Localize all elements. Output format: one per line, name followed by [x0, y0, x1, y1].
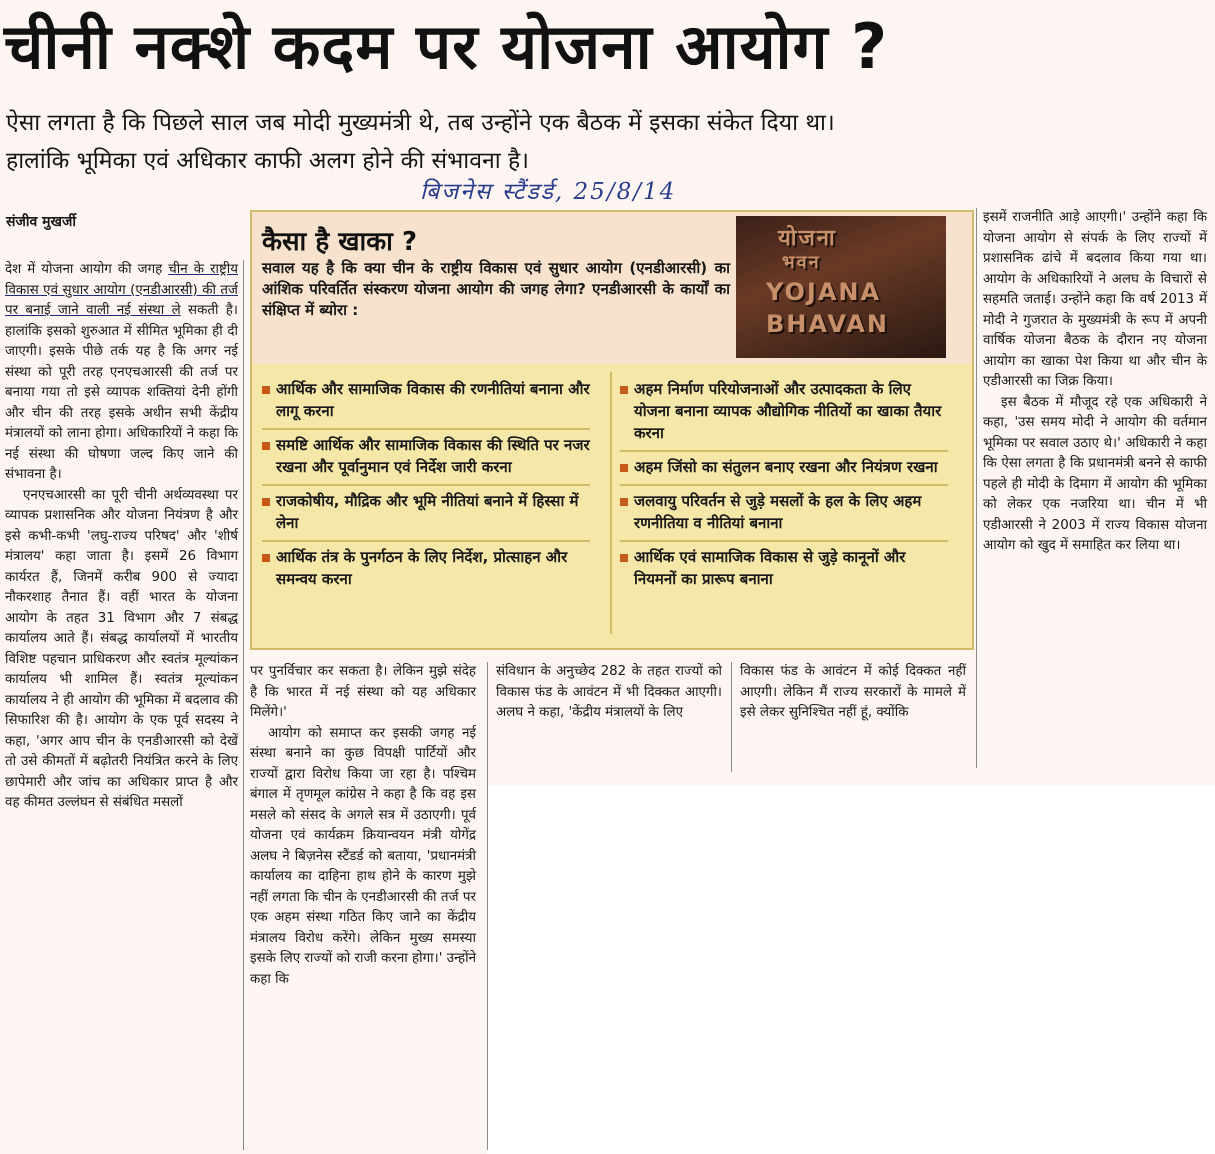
article-column-1	[5, 260, 238, 814]
square-bullet-icon	[620, 498, 628, 506]
sidebar-list-item: जलवायु परिवर्तन से जुड़े मसलों के हल के लिए अहम रणनीतिया व नीतियां बनाना	[620, 486, 948, 542]
sidebar-title: कैसा है खाका ?	[262, 227, 418, 257]
underlined-text: चीन के राष्ट्रीय विकास एवं सुधार आयोग (एनडीआरसी) की तर्ज पर बनाई जाने वाली नई संस्था ले	[5, 262, 239, 318]
photo-sign-text: भवन	[782, 252, 821, 273]
paragraph-start: देश में योजना आयोग की जगह	[5, 262, 163, 277]
sidebar-intro: सवाल यह है कि क्या चीन के राष्ट्रीय विकास एवं सुधार आयोग (एनडीआरसी) का आंशिक परिवर्तित संस्करण योजना आयोग की जगह लेगा? एनडीआरसी के कार्यों का संक्षिप्त में ब्योरा :	[262, 259, 730, 319]
sidebar-list-item: समष्टि आर्थिक और सामाजिक विकास की स्थिति पर नजर रखना और पूर्वानुमान एवं निर्देश जारी करना	[262, 430, 590, 486]
column-rule	[731, 662, 732, 772]
sidebar-list-divider	[610, 372, 612, 634]
byline: संजीव मुखर्जी	[6, 214, 76, 230]
square-bullet-icon	[262, 442, 270, 450]
photo-sign-text: BHAVAN	[766, 310, 889, 338]
sidebar-list-item: आर्थिक और सामाजिक विकास की रणनीतियां बनाना और लागू करना	[262, 374, 590, 430]
subheadline	[6, 104, 1211, 180]
photo-sign-text: YOJANA	[766, 278, 882, 306]
column-rule	[243, 260, 244, 1150]
paragraph: एनएचआरसी का पूरी चीनी अर्थव्यवस्था पर व्यापक प्रशासनिक और योजना नियंत्रण है और इसे कभी-कभी 'लघु-राज्य परिषद' और 'शीर्ष मंत्रालय' कहा जाता है। इसमें 26 विभाग कार्यरत हैं, जिनमें करीब 900 से ज्यादा नौकरशाह तैनात हैं। वहीं भारत के योजना आयोग के तहत 31 विभाग और 7 संबद्ध कार्यालय आते हैं। संबद्ध कार्यालयों में भारतीय विशिष्ट पहचान प्राधिकरण और स्वतंत्र मूल्यांकन कार्यालय भी शामिल हैं। स्वतंत्र मूल्यांकन कार्यालय ने ही आयोग की भूमिका में बदलाव की सिफारिश की है। आयोग के एक पूर्व सदस्य ने कहा, 'अगर आप चीन के एनडीआरसी को देखें तो उसे कीमतों में बढ़ोतरी नियंत्रित करने के लिए छापेमारी और जांच का अधिकार प्राप्त है और वह कीमत उल्लंघन से संबंधित मसलों	[5, 487, 238, 810]
handwritten-source-note: बिजनेस स्टैंडर्ड, 25/8/14	[420, 179, 677, 205]
square-bullet-icon	[262, 498, 270, 506]
blank-margin	[487, 785, 1215, 1154]
sidebar-list-item: अहम निर्माण परियोजनाओं और उत्पादकता के लिए योजना बनाना व्यापक औद्योगिक नीतियों का खाका तैयार करना	[620, 374, 948, 452]
square-bullet-icon	[620, 464, 628, 472]
sidebar-list-left	[262, 374, 590, 596]
article-column-2	[250, 662, 476, 990]
sidebar-list-item: अहम जिंसो का संतुलन बनाए रखना और नियंत्रण रखना	[620, 452, 948, 486]
square-bullet-icon	[262, 554, 270, 562]
photo-sign-text: योजना	[778, 226, 837, 251]
column-rule	[487, 662, 488, 1150]
paragraph	[5, 260, 238, 486]
article-column-4	[740, 662, 966, 724]
square-bullet-icon	[620, 386, 628, 394]
yojana-bhavan-photo	[736, 216, 946, 358]
paragraph: इसमें राजनीति आड़े आएगी।' उन्होंने कहा कि योजना आयोग से संपर्क के लिए राज्यों में प्रशासनिक ढांचे में बदलाव किया गया था। आयोग के अधिकारियों ने अलघ के विचारों से सहमति जताई। उन्होंने कहा कि वर्ष 2013 में मोदी ने गुजरात के मुख्यमंत्री के रूप में अपनी वार्षिक योजना बैठक के दौरान नए योजना आयोग का खाका पेश किया था और चीन के एडीआरसी का जिक्र किया।	[983, 210, 1207, 389]
headline: चीनी नक्शे कदम पर योजना आयोग ?	[4, 10, 889, 83]
paragraph-rest: सकती है। हालांकि इसको शुरुआत में सीमित भूमिका ही दी जाएगी। इसके पीछे तर्क यह है कि अगर नई संस्था को पूरी तरह एनएचआरसी की तर्ज पर बनाया गया तो इसे व्यापक शक्तियां देनी होंगी और चीन की तरह इसके अधीन सभी केंद्रीय मंत्रालयों को लाना होगा। अधिकारियों ने कहा कि नई संस्था की घोषणा जल्द किए जाने की संभावना है।	[5, 303, 238, 482]
paragraph: पर पुनर्विचार कर सकता है। लेकिन मुझे संदेह है कि भारत में नई संस्था को यह अधिकार मिलेंगे।'	[250, 664, 476, 720]
subheadline-line: हालांकि भूमिका एवं अधिकार काफी अलग होने की संभावना है।	[6, 148, 529, 174]
paragraph: विकास फंड के आवंटन में कोई दिक्कत नहीं आएगी। लेकिन मैं राज्य सरकारों के मामले में इसे लेकर सुनिश्चित नहीं हूं, क्योंकि	[740, 664, 966, 720]
paragraph: संविधान के अनुच्छेद 282 के तहत राज्यों को विकास फंड के आवंटन में भी दिक्कत आएगी। अलघ ने कहा, 'केंद्रीय मंत्रालयों के लिए	[496, 664, 722, 720]
paragraph: आयोग को समाप्त कर इसकी जगह नई संस्था बनाने का कुछ विपक्षी पार्टियों और राज्यों द्वारा विरोध किया जा रहा है। पश्चिम बंगाल में तृणमूल कांग्रेस ने कहा है कि वह इस मसले को संसद के अगले सत्र में उठाएगी। पूर्व योजना एवं कार्यक्रम क्रियान्वयन मंत्री योगेंद्र अलघ ने बिज़नेस स्टैंडर्ड को बताया, 'प्रधानमंत्री कार्यालय का दाहिना हाथ होने के कारण मुझे नहीं लगता कि चीन के एनडीआरसी की तर्ज पर एक अहम संस्था गठित किए जाने का केंद्रीय मंत्रालय विरोध करेंगे। लेकिन मुख्य समस्या इसके लिए राज्यों को राजी करना होगा।' उन्होंने कहा कि	[250, 725, 476, 987]
article-column-5	[983, 208, 1207, 557]
sidebar-list-item: राजकोषीय, मौद्रिक और भूमि नीतियां बनाने में हिस्सा में लेना	[262, 486, 590, 542]
square-bullet-icon	[620, 554, 628, 562]
sidebar-list-right	[620, 374, 948, 596]
paragraph: इस बैठक में मौजूद रहे एक अधिकारी ने कहा, 'उस समय मोदी ने आयोग की वर्तमान भूमिका पर सवाल उठाए थे।' अधिकारी ने कहा कि ऐसा लगता है कि प्रधानमंत्री बनने से काफी पहले ही मोदी के दिमाग में आयोग की भूमिका को लेकर एक नजरिया था। चीन में भी एडीआरसी ने 2003 में राज्य विकास योजना आयोग को खुद में समाहित कर लिया था।	[983, 394, 1207, 553]
sidebar-box	[250, 210, 974, 650]
article-column-3	[496, 662, 722, 724]
sidebar-list-item: आर्थिक तंत्र के पुनर्गठन के लिए निर्देश, प्रोत्साहन और समन्वय करना	[262, 542, 590, 596]
square-bullet-icon	[262, 386, 270, 394]
sidebar-list-item: आर्थिक एवं सामाजिक विकास से जुड़े कानूनों और नियमनों का प्रारूप बनाना	[620, 542, 948, 596]
subheadline-line: ऐसा लगता है कि पिछले साल जब मोदी मुख्यमंत्री थे, तब उन्होंने एक बैठक में इसका संकेत दिया था।	[6, 110, 835, 136]
column-rule	[976, 208, 977, 768]
